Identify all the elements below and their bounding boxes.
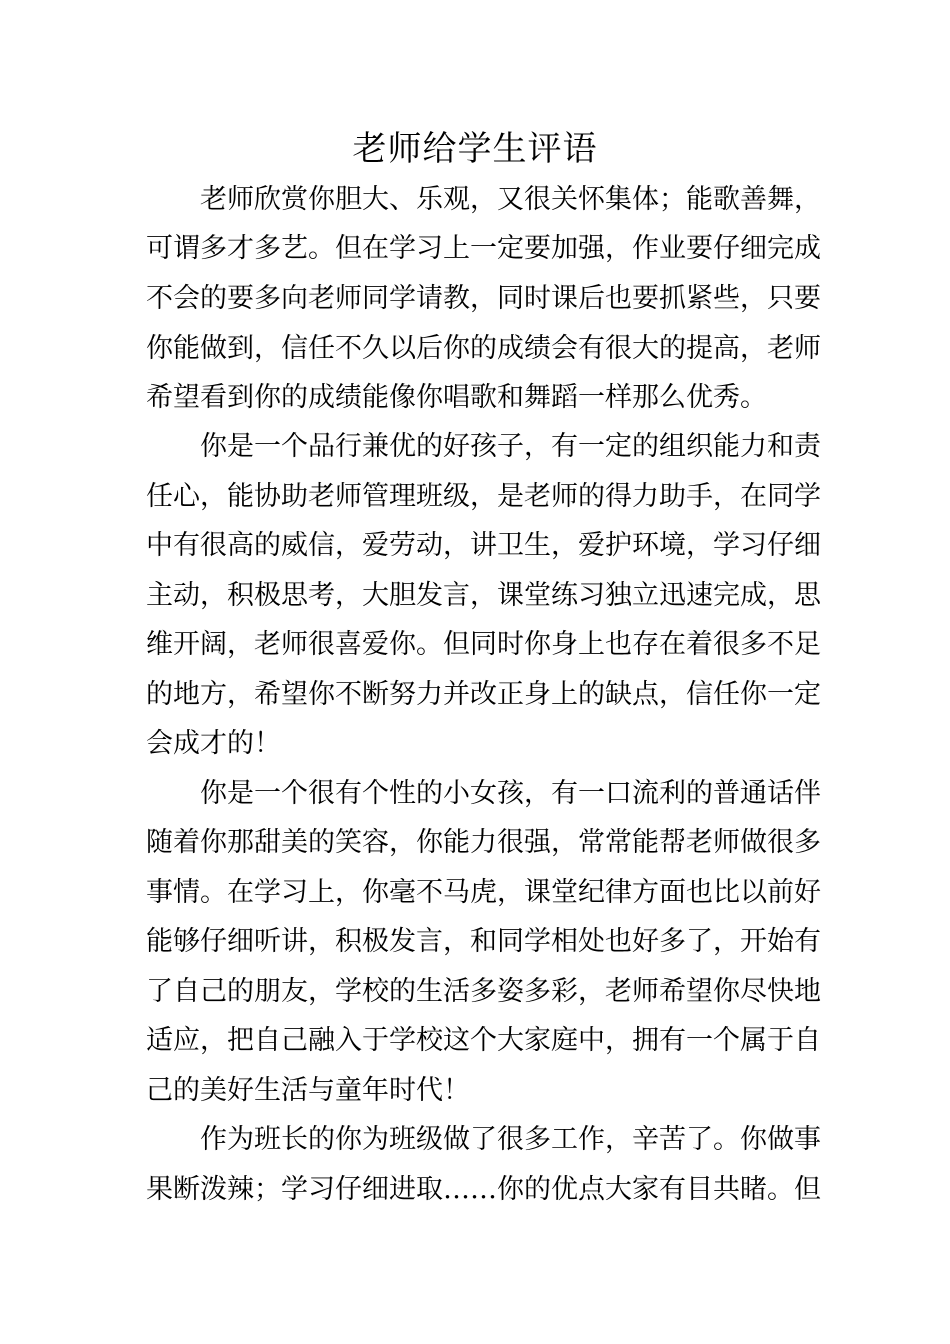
text-line: 随着你那甜美的笑容，你能力很强，常常能帮老师做很多	[146, 827, 821, 858]
text-line: 果断泼辣；学习仔细进取……你的优点大家有目共睹。但	[146, 1174, 821, 1205]
text-line: 你是一个很有个性的小女孩，有一口流利的普通话伴	[200, 778, 821, 809]
text-line: 能够仔细听讲，积极发言，和同学相处也好多了，开始有	[146, 926, 821, 957]
text-line: 主动，积极思考，大胆发言，课堂练习独立迅速完成，思	[146, 580, 821, 611]
text-line: 希望看到你的成绩能像你唱歌和舞蹈一样那么优秀。	[146, 382, 767, 413]
text-line: 你能做到，信任不久以后你的成绩会有很大的提高，老师	[146, 333, 821, 364]
text-line: 会成才的！	[146, 728, 281, 759]
text-line: 老师欣赏你胆大、乐观，又很关怀集体；能歌善舞，	[200, 184, 821, 215]
text-line: 你是一个品行兼优的好孩子，有一定的组织能力和责	[200, 431, 821, 462]
text-line: 维开阔，老师很喜爱你。但同时你身上也存在着很多不足	[146, 629, 821, 660]
text-line: 的地方，希望你不断努力并改正身上的缺点，信任你一定	[146, 679, 821, 710]
text-line: 了自己的朋友，学校的生活多姿多彩，老师希望你尽快地	[146, 976, 821, 1007]
document-title: 老师给学生评语	[352, 129, 598, 169]
text-line: 可谓多才多艺。但在学习上一定要加强，作业要仔细完成	[146, 233, 821, 264]
text-line: 不会的要多向老师同学请教，同时课后也要抓紧些，只要	[146, 283, 821, 314]
text-line: 己的美好生活与童年时代！	[146, 1075, 470, 1106]
text-line: 作为班长的你为班级做了很多工作，辛苦了。你做事	[200, 1124, 821, 1155]
text-line: 中有很高的威信，爱劳动，讲卫生，爱护环境，学习仔细	[146, 530, 821, 561]
text-line: 事情。在学习上，你毫不马虎，课堂纪律方面也比以前好	[146, 877, 821, 908]
text-line: 适应，把自己融入于学校这个大家庭中，拥有一个属于自	[146, 1025, 821, 1056]
text-line: 任心，能协助老师管理班级，是老师的得力助手，在同学	[146, 481, 821, 512]
